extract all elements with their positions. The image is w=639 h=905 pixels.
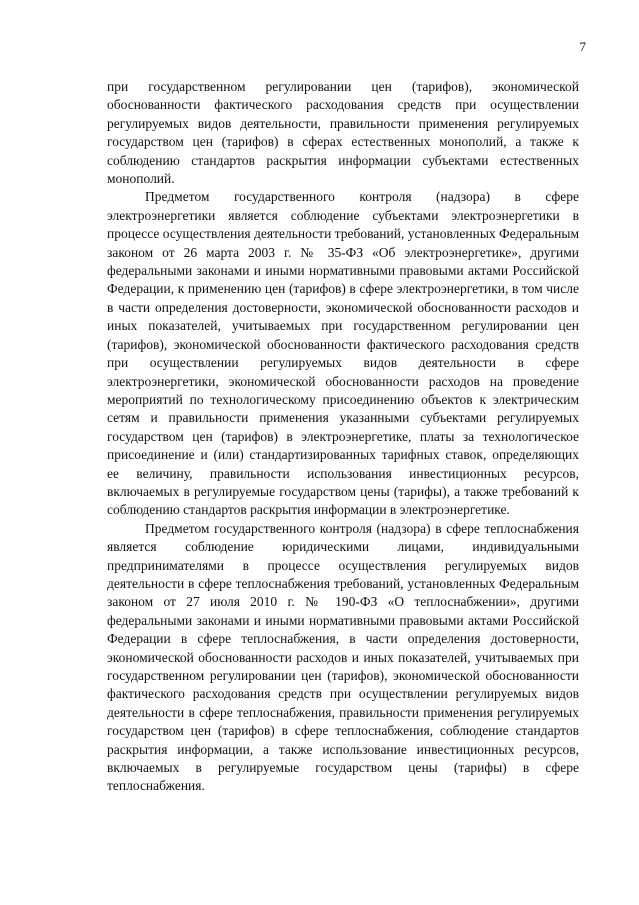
paragraph-continuation: при государственном регулировании цен (тарифов), экономической обоснованности фактического расходования средств при осуществлении регулируемых видов деятельности, правильности применения регулируемых государством цен (тарифов) в сферах естественных монополий, а также к соблюдению стандартов раскрытия информации субъектами естественных монополий. — [107, 79, 579, 187]
document-body — [107, 78, 579, 796]
paragraph-heat-supply-control: Предметом государственного контроля (надзора) в сфере теплоснабжения является соблюдение юридическими лицами, индивидуальными предпринимателями в процессе осуществления регулируемых видов деятельности в сфере теплоснабжения требований, установленных Федеральным законом от 27 июля 2010 г. № 190-ФЗ «О теплоснабжении», другими федеральными законами и иными нормативными правовыми актами Российской Федерации в сфере теплоснабжения, в части определения достоверности, экономической обоснованности расходов и иных показателей, учитываемых при государственном регулировании цен (тарифов), экономической обоснованности фактического расходования средств при осуществлении регулируемых видов деятельности в сфере теплоснабжения, правильности применения регулируемых государством цен (тарифов) в сфере теплоснабжения, соблюдение стандартов раскрытия информации, а также использование инвестиционных ресурсов, включаемых в регулируемые государством цены (тарифы) в сфере теплоснабжения. — [107, 520, 579, 794]
paragraph-electroenergetics-control: Предметом государственного контроля (надзора) в сфере электроэнергетики является соблюдение субъектами электроэнергетики в процессе осуществления деятельности требований, установленных Федеральным законом от 26 марта 2003 г. № 35-ФЗ «Об электроэнергетике», другими федеральными законами и иными нормативными правовыми актами Российской Федерации, к применению цен (тарифов) в сфере электроэнергетики, в том числе в части определения достоверности, экономической обоснованности расходов и иных показателей, учитываемых при государственном регулировании цен (тарифов), экономической обоснованности фактического расходования средств при осуществлении регулируемых видов деятельности в сфере электроэнергетики, экономической обоснованности расходов на проведение мероприятий по технологическому присоединению объектов к электрическим сетям и правильности применения указанными субъектами регулируемых государством цен (тарифов) в электроэнергетике, платы за технологическое присоединение и (или) стандартизированных тарифных ставок, определяющих ее величину, правильности использования инвестиционных ресурсов, включаемых в регулируемые государством цены (тарифы), а также требований к соблюдению стандартов раскрытия информации в электроэнергетике. — [107, 189, 579, 518]
page-number: 7 — [579, 39, 586, 54]
